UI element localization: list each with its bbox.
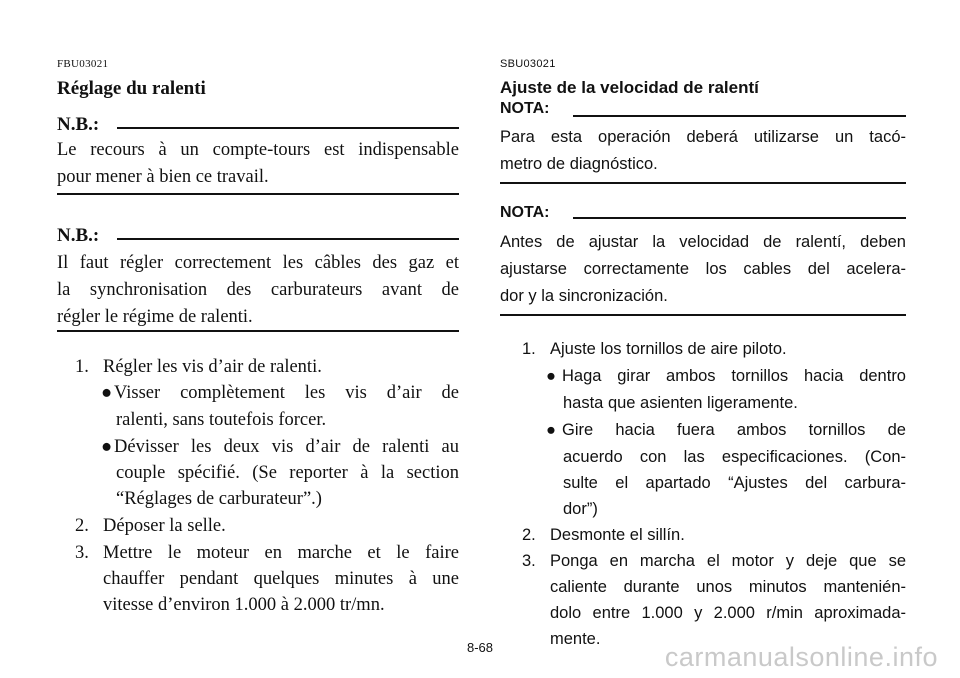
step-number: 3. bbox=[75, 543, 89, 563]
note-rule bbox=[573, 217, 906, 219]
bullet-icon: ● bbox=[101, 383, 113, 403]
step-text: Desmonte el sillín. bbox=[550, 526, 685, 544]
step-text: Déposer la selle. bbox=[103, 516, 226, 536]
note-line: metro de diagnóstico. bbox=[500, 155, 658, 173]
watermark: carmanualsonline.info bbox=[664, 642, 938, 672]
step-text: caliente durante unos minutos mantenién- bbox=[550, 578, 906, 596]
step-text: vitesse d’environ 1.000 à 2.000 tr/mn. bbox=[103, 595, 385, 615]
note-header bbox=[500, 100, 906, 124]
note-header bbox=[57, 225, 459, 249]
step-number: 1. bbox=[75, 357, 89, 377]
step-text: Régler les vis d’air de ralenti. bbox=[103, 357, 322, 377]
section-title: Ajuste de la velocidad de ralentí bbox=[500, 78, 759, 97]
note-end-rule bbox=[57, 193, 459, 195]
section-title: Réglage du ralenti bbox=[57, 78, 206, 99]
note-end-rule bbox=[57, 330, 459, 332]
note-text bbox=[57, 137, 459, 191]
note-label: N.B.: bbox=[57, 225, 100, 246]
section-code: SBU03021 bbox=[500, 58, 556, 70]
note-line: régler le régime de ralenti. bbox=[57, 307, 253, 327]
note-line: Il faut régler correctement les câbles des gaz et bbox=[57, 253, 459, 273]
note-end-rule bbox=[500, 314, 906, 316]
step-text: Dévisser les deux vis d’air de ralenti au bbox=[114, 437, 459, 457]
note-header bbox=[500, 204, 906, 228]
note-line: pour mener à bien ce travail. bbox=[57, 167, 269, 187]
section-code: FBU03021 bbox=[57, 58, 109, 70]
step-text: mente. bbox=[550, 630, 601, 648]
bullet-icon: ● bbox=[546, 421, 556, 439]
step-text: sulte el apartado “Ajustes del carbura- bbox=[563, 474, 906, 492]
bullet-icon: ● bbox=[101, 437, 113, 457]
step-text: Gire hacia fuera ambos tornillos de bbox=[562, 421, 906, 439]
note-text bbox=[500, 124, 906, 178]
note-line: dor y la sincronización. bbox=[500, 287, 668, 305]
step-number: 2. bbox=[75, 516, 89, 536]
step-text: couple spécifié. (Se reporter à la section bbox=[116, 463, 459, 483]
note-text bbox=[57, 250, 459, 331]
note-rule bbox=[117, 127, 459, 129]
step-text: dolo entre 1.000 y 2.000 r/min aproximada- bbox=[550, 604, 906, 622]
step-text: Visser complètement les vis d’air de bbox=[114, 383, 459, 403]
note-label: NOTA: bbox=[500, 100, 550, 117]
note-line: Para esta operación deberá utilizarse un tacó- bbox=[500, 128, 906, 146]
step-text: chauffer pendant quelques minutes à une bbox=[103, 569, 459, 589]
step-text: “Réglages de carburateur”.) bbox=[116, 489, 322, 509]
step-number: 3. bbox=[522, 552, 536, 570]
note-header bbox=[57, 114, 459, 138]
note-label: NOTA: bbox=[500, 204, 550, 221]
note-line: ajustarse correctamente los cables del acelera- bbox=[500, 260, 906, 278]
step-text: Ajuste los tornillos de aire piloto. bbox=[550, 340, 787, 358]
note-line: la synchronisation des carburateurs avant de bbox=[57, 280, 459, 300]
note-rule bbox=[117, 238, 459, 240]
step-number: 1. bbox=[522, 340, 536, 358]
step-text: ralenti, sans toutefois forcer. bbox=[116, 410, 327, 430]
step-text: dor”) bbox=[563, 500, 598, 518]
step-number: 2. bbox=[522, 526, 536, 544]
note-text bbox=[500, 229, 906, 310]
step-text: hasta que asienten ligeramente. bbox=[563, 394, 798, 412]
step-text: acuerdo con las especificaciones. (Con- bbox=[563, 448, 906, 466]
note-line: Antes de ajustar la velocidad de ralentí, deben bbox=[500, 233, 906, 251]
note-line: Le recours à un compte-tours est indispensable bbox=[57, 140, 459, 160]
step-text: Ponga en marcha el motor y deje que se bbox=[550, 552, 906, 570]
bullet-icon: ● bbox=[546, 367, 556, 385]
step-text: Haga girar ambos tornillos hacia dentro bbox=[562, 367, 906, 385]
step-text: Mettre le moteur en marche et le faire bbox=[103, 543, 459, 563]
note-label: N.B.: bbox=[57, 114, 100, 135]
page-number: 8-68 bbox=[466, 640, 494, 655]
note-end-rule bbox=[500, 182, 906, 184]
note-rule bbox=[573, 115, 906, 117]
